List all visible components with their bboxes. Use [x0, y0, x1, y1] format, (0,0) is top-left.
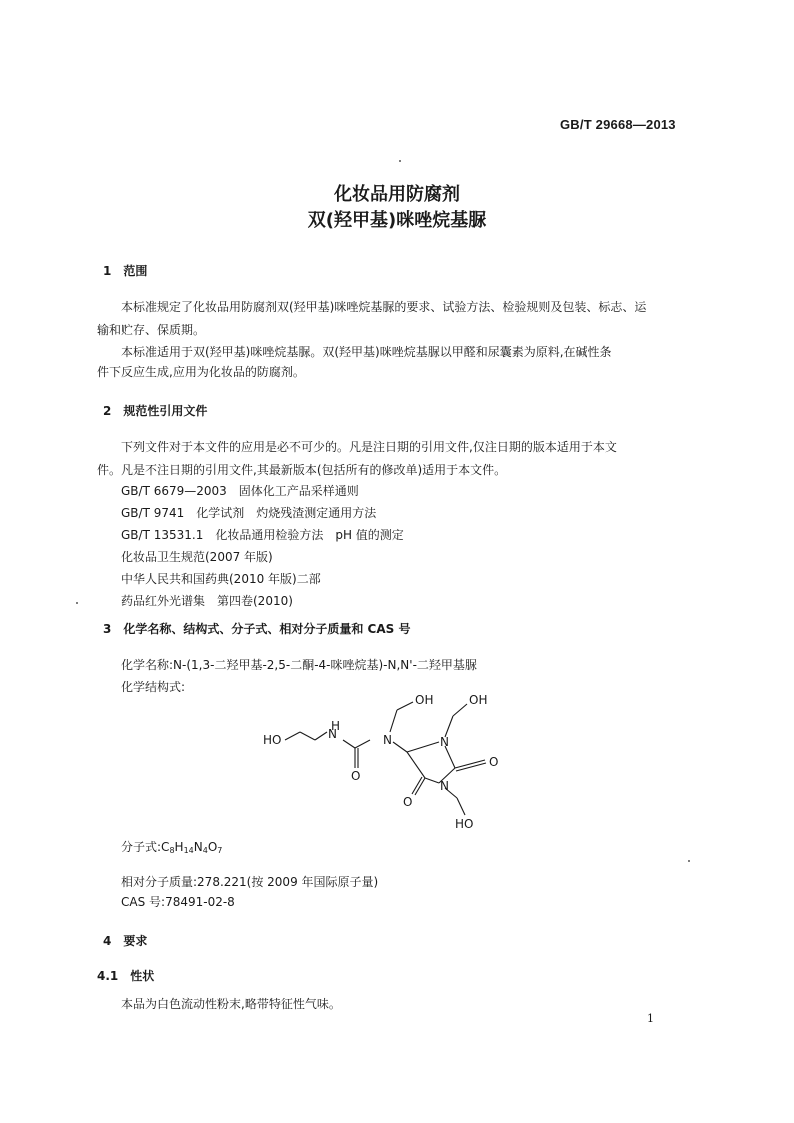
chemical-name: 化学名称:N-(1,3-二羟甲基-2,5-二酮-4-咪唑烷基)-N,N'-二羟甲基脲 — [121, 658, 477, 672]
section-4-heading: 4 要求 — [103, 934, 148, 948]
structure-label-o-ring5: O — [403, 795, 413, 809]
section-1-paragraph-2-line-2: 件下反应生成,应用为化妆品的防腐剂。 — [97, 365, 305, 379]
standard-number: GB/T 29668—2013 — [560, 117, 676, 132]
structure-label: 化学结构式: — [121, 680, 186, 694]
structure-label-n-ring3: N — [440, 779, 449, 793]
section-1-heading: 1 范围 — [103, 264, 148, 278]
structure-label-ho-left: HO — [263, 733, 282, 747]
section-1-paragraph-1-line-1: 本标准规定了化妆品用防腐剂双(羟甲基)咪唑烷基脲的要求、试验方法、检验规则及包装、标志、运 — [121, 300, 647, 314]
document-title-line1: 化妆品用防腐剂 — [334, 184, 460, 205]
structure-label-o-ring2: O — [489, 755, 499, 769]
section-1-paragraph-1-line-2: 输和贮存、保质期。 — [97, 323, 206, 337]
page-number: 1 — [647, 1012, 654, 1025]
reference-item: GB/T 6679—2003 固体化工产品采样通则 — [121, 484, 359, 498]
scan-speck — [688, 860, 690, 862]
section-4-1-heading: 4.1 性状 — [97, 969, 155, 983]
structure-label-n-center: N — [383, 733, 392, 747]
document-title-line2: 双(羟甲基)咪唑烷基脲 — [307, 210, 487, 231]
reference-item: 化妆品卫生规范(2007 年版) — [121, 550, 273, 564]
scan-speck — [399, 160, 401, 162]
reference-item: 药品红外光谱集 第四卷(2010) — [121, 594, 293, 608]
structure-label-n-ring1: N — [440, 735, 449, 749]
section-2-paragraph-line-1: 下列文件对于本文件的应用是必不可少的。凡是注日期的引用文件,仅注日期的版本适用于本文 — [121, 440, 617, 454]
reference-item: GB/T 9741 化学试剂 灼烧残渣测定通用方法 — [121, 506, 377, 520]
reference-item: 中华人民共和国药典(2010 年版)二部 — [121, 572, 321, 586]
structure-label-oh-top-left: OH — [415, 693, 434, 707]
section-3-heading: 3 化学名称、结构式、分子式、相对分子质量和 CAS 号 — [103, 622, 411, 636]
structure-label-ho-bottom: HO — [455, 817, 474, 830]
structure-label-h: H — [331, 719, 341, 733]
section-1-paragraph-2-line-1: 本标准适用于双(羟甲基)咪唑烷基脲。双(羟甲基)咪唑烷基脲以甲醛和尿囊素为原料,在碱性条 — [121, 345, 612, 359]
structure-label-o-urea: O — [351, 769, 361, 783]
chemical-structure-diagram — [255, 680, 545, 834]
molecular-mass: 相对分子质量:278.221(按 2009 年国际原子量) — [121, 875, 379, 889]
section-2-heading: 2 规范性引用文件 — [103, 404, 208, 418]
structure-label-nh: N — [328, 727, 337, 741]
section-2-paragraph-line-2: 件。凡是不注日期的引用文件,其最新版本(包括所有的修改单)适用于本文件。 — [97, 463, 507, 477]
scan-speck — [76, 602, 78, 604]
cas-number: CAS 号:78491-02-8 — [121, 895, 235, 909]
reference-item: GB/T 13531.1 化妆品通用检验方法 pH 值的测定 — [121, 528, 404, 542]
section-4-1-text: 本品为白色流动性粉末,略带特征性气味。 — [121, 997, 341, 1011]
structure-label-oh-top-right: OH — [469, 693, 488, 707]
molecular-formula: 分子式$:C_8H_{14}N_4O_7$ — [121, 840, 223, 855]
